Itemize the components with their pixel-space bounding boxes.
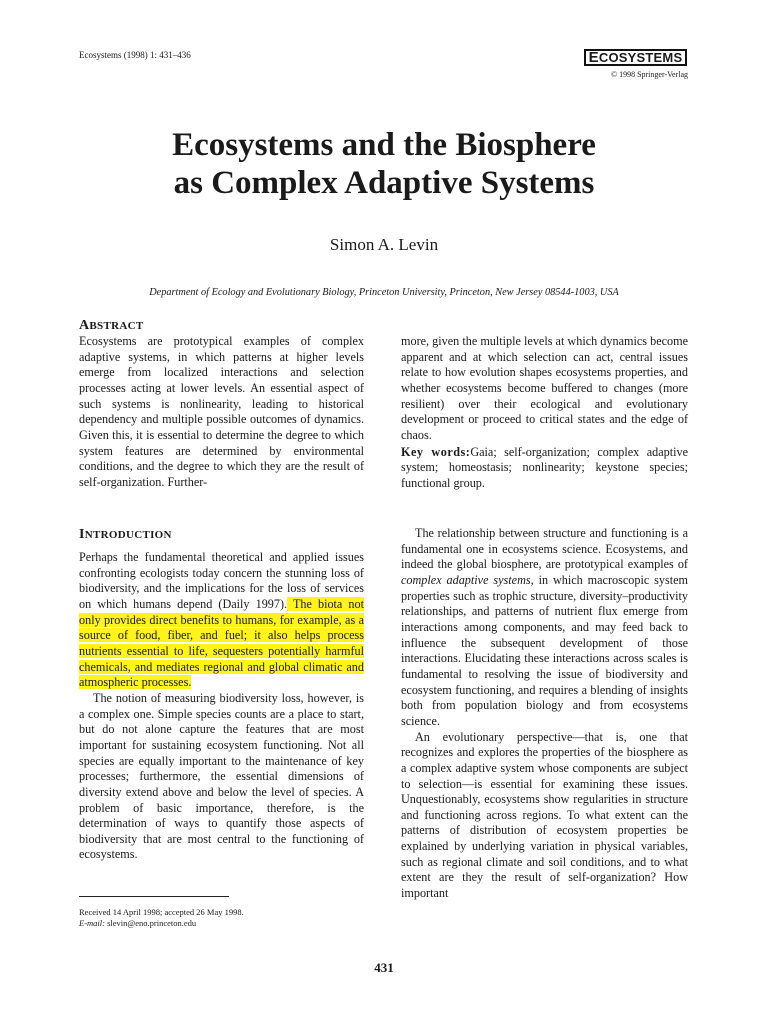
email-line: [79, 918, 244, 929]
abstract-text-right: more, given the multiple levels at which dynamics become apparent and at which selection can act, central issues relate to how evolution shapes ecosystems properties, and whether ecosystems become buffered to changes (more resilient) over their ecological and evolutionary development or proceed to critical states and the edge of chaos.: [401, 334, 688, 442]
abstract-left-column: [79, 334, 364, 491]
intro-paragraph-1: [79, 550, 364, 691]
email-address[interactable]: slevin@eno.princeton.edu: [104, 918, 197, 928]
abstract-heading: [79, 318, 143, 334]
keywords-list: Gaia; self-organization; complex adaptive system; homeostasis; nonlinearity; keystone species; functional group.: [401, 444, 688, 490]
footnote: [79, 907, 244, 929]
journal-logo: [584, 49, 687, 66]
introduction-heading: [79, 527, 172, 543]
intro-paragraph-2: The notion of measuring biodiversity loss, however, is a complex one. Simple species counts are a place to start, but do not alone capture the features that are most important for sustaining ecosystem functioning. Not all species are equally important to the maintenance of key processes; furthermore, the essential dimensions of diversity extend above and below the level of species. A problem of basic importance, therefore, is the determination of ways to quantify those aspects of biodiversity that are most central to the functioning of ecosystems.: [79, 690, 364, 862]
intro-paragraph-3: [401, 526, 688, 730]
abstract-heading-rest: BSTRACT: [89, 320, 144, 332]
intro-p3-text-b: in which macroscopic system properties such as trophic structure, diversity–productivity relationships, and patterns of nutrient flux emerge from interactions among components, and may feed back to influence the subsequent development of those interactions. Elucidating these interactions across scales is fundamental to resolving the issue of biodiversity and ecosystem functioning, and requires a blending of insights both from population biology and from ecosystems science.: [401, 572, 688, 728]
logo-text: COSYSTEMS: [598, 50, 683, 65]
footnote-divider: [79, 896, 229, 897]
logo-initial: E: [588, 49, 599, 66]
page-number: 431: [374, 960, 394, 975]
keywords: [401, 445, 688, 492]
keywords-label: Key words:: [401, 444, 471, 459]
intro-p3-text-a: The relationship between structure and functioning is a fundamental one in ecosystems science. Ecosystems, and indeed the global biosphere, are prototypical examples of: [401, 526, 688, 572]
journal-citation: Ecosystems (1998) 1: 431–436: [79, 50, 191, 60]
introduction-heading-initial: I: [79, 527, 85, 542]
abstract-text-left: Ecosystems are prototypical examples of complex adaptive systems, in which patterns at higher levels emerge from localized interactions and selection processes acting at lower levels. An essential aspect of such systems is nonlinearity, leading to historical dependency and multiple possible outcomes of dynamics. Given this, it is essential to determine the degree to which system features are determined by environmental conditions, and the degree to which they are the result of self-organization. Further-: [79, 334, 364, 489]
email-label: E-mail:: [79, 918, 105, 928]
introduction-heading-rest: NTRODUCTION: [84, 529, 172, 541]
abstract-heading-initial: A: [79, 318, 90, 333]
intro-p1-text: Perhaps the fundamental theoretical and applied issues confronting ecologists today concern the stunning loss of biodiversity, and the implications for the loss of services on which humans depend (Daily 1997).: [79, 550, 364, 611]
article-title: [0, 126, 768, 202]
highlighted-passage[interactable]: The biota not only provides direct benefits to humans, for example, as a source of food, fiber, and fuel; it also helps process nutrients essential to life, sequesters potentially harmful chemicals, and mediates regional and global climatic and atmospheric processes.: [79, 596, 364, 690]
intro-right-column: [401, 526, 688, 902]
copyright-notice: © 1998 Springer-Verlag: [610, 70, 688, 79]
author-name: Simon A. Levin: [329, 235, 439, 254]
author-affiliation: Department of Ecology and Evolutionary Biology, Princeton University, Princeton, New Jersey 08544-1003, USA: [149, 287, 619, 298]
title-line-1: Ecosystems and the Biosphere: [172, 127, 596, 163]
intro-p3-emphasis: complex adaptive systems,: [401, 572, 534, 587]
received-dates: Received 14 April 1998; accepted 26 May 1998.: [79, 907, 244, 917]
intro-paragraph-4: An evolutionary perspective—that is, one that recognizes and explores the properties of the biosphere as a complex adaptive system whose components are subject to selection—is essential for examining these issues. Unquestionably, ecosystems show regularities in structure and functioning across regions. To what extent can the patterns of distribution of ecosystem properties be explained by underlying variation in physical variables, such as regional climate and soil conditions, and to what extent are they the result of self-organization? How important: [401, 729, 688, 901]
title-line-2: as Complex Adaptive Systems: [173, 165, 595, 201]
intro-left-column: [79, 550, 364, 863]
abstract-right-column: [401, 334, 688, 492]
